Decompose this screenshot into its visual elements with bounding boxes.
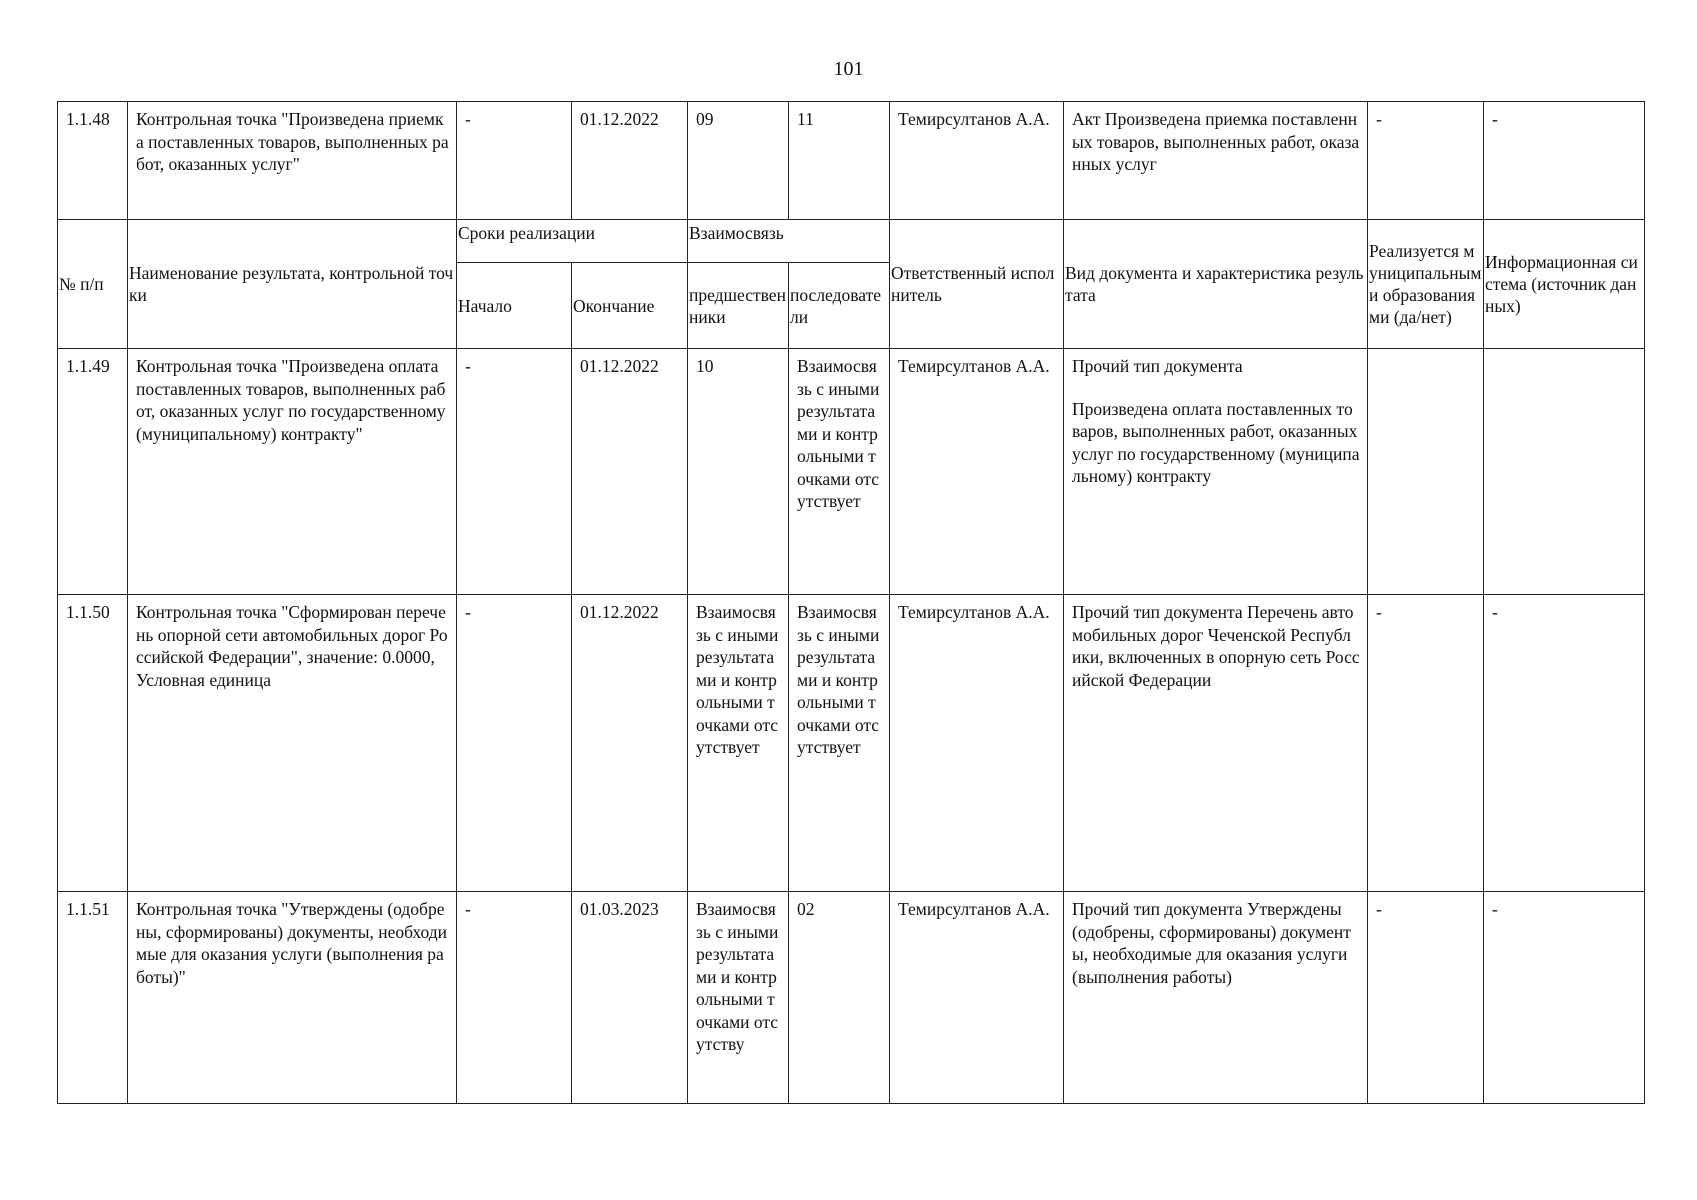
header-doc-type: Вид документа и характеристика результата (1064, 220, 1368, 349)
doc-type-text: Прочий тип документа (1072, 356, 1243, 376)
cell-doc (1064, 349, 1368, 595)
cell-num: 1.1.50 (58, 595, 128, 892)
page-number: 101 (833, 58, 864, 80)
cell-start: - (457, 102, 572, 220)
cell-name: Контрольная точка "Сформирован перечень опорной сети автомобильных дорог Российской Федерации", значение: 0.0000, Условная единица (128, 595, 457, 892)
cell-responsible: Темирсултанов А.А. (890, 102, 1064, 220)
cell-info-system: - (1484, 892, 1645, 1104)
doc-text: Произведена оплата поставленных товаров, выполненных работ, оказанных услуг по государственному (муниципальному) контракту (1072, 398, 1360, 486)
header-name: Наименование результата, контрольной точки (128, 220, 457, 349)
cell-responsible: Темирсултанов А.А. (890, 349, 1064, 595)
cell-successors: 02 (789, 892, 890, 1104)
cell-municipal (1368, 349, 1484, 595)
cell-predecessors: Взаимосвязь с иными результатами и контрольными точками отсутству (688, 892, 789, 1104)
header-responsible: Ответственный исполнитель (890, 220, 1064, 349)
cell-start: - (457, 349, 572, 595)
cell-name: Контрольная точка "Произведена оплата поставленных товаров, выполненных работ, оказанных услуг по государственному (муниципальному) контракту" (128, 349, 457, 595)
cell-successors: Взаимосвязь с иными результатами и контрольными точками отсутствует (789, 349, 890, 595)
cell-end: 01.12.2022 (572, 349, 688, 595)
table-row (58, 349, 1645, 595)
cell-start: - (457, 595, 572, 892)
cell-doc (1064, 595, 1368, 892)
cell-responsible: Темирсултанов А.А. (890, 595, 1064, 892)
cell-end: 01.12.2022 (572, 595, 688, 892)
header-terms: Сроки реализации (457, 220, 688, 263)
header-municipal: Реализуется муниципальными образованиями (да/нет) (1368, 220, 1484, 349)
header-row (58, 220, 1645, 263)
cell-doc (1064, 102, 1368, 220)
header-relation: Взаимосвязь (688, 220, 890, 263)
header-start: Начало (457, 263, 572, 349)
doc-text: Прочий тип документа Перечень автомобильных дорог Чеченской Республики, включенных в опорную сеть Российской Федерации (1072, 602, 1360, 690)
cell-num: 1.1.51 (58, 892, 128, 1104)
cell-end: 01.03.2023 (572, 892, 688, 1104)
cell-num: 1.1.48 (58, 102, 128, 220)
doc-text: Акт Произведена приемка поставленных товаров, выполненных работ, оказанных услуг (1072, 109, 1360, 174)
table-row (58, 595, 1645, 892)
cell-info-system (1484, 349, 1645, 595)
cell-info-system: - (1484, 595, 1645, 892)
results-table (57, 101, 1645, 1104)
cell-name: Контрольная точка "Утверждены (одобрены, сформированы) документы, необходимые для оказания услуги (выполнения работы)" (128, 892, 457, 1104)
cell-end: 01.12.2022 (572, 102, 688, 220)
cell-municipal: - (1368, 892, 1484, 1104)
cell-successors: 11 (789, 102, 890, 220)
table-row (58, 892, 1645, 1104)
cell-predecessors: Взаимосвязь с иными результатами и контрольными точками отсутствует (688, 595, 789, 892)
cell-info-system: - (1484, 102, 1645, 220)
table-row (58, 102, 1645, 220)
cell-start: - (457, 892, 572, 1104)
cell-predecessors: 10 (688, 349, 789, 595)
cell-successors: Взаимосвязь с иными результатами и контрольными точками отсутствует (789, 595, 890, 892)
cell-name: Контрольная точка "Произведена приемка поставленных товаров, выполненных работ, оказанных услуг" (128, 102, 457, 220)
cell-municipal: - (1368, 102, 1484, 220)
header-successors: последователи (789, 263, 890, 349)
cell-responsible: Темирсултанов А.А. (890, 892, 1064, 1104)
doc-text: Прочий тип документа Утверждены (одобрены, сформированы) документы, необходимые для оказания услуги (выполнения работы) (1072, 899, 1351, 987)
header-predecessors: предшественники (688, 263, 789, 349)
header-end: Окончание (572, 263, 688, 349)
cell-num: 1.1.49 (58, 349, 128, 595)
header-num: № п/п (58, 220, 128, 349)
cell-municipal: - (1368, 595, 1484, 892)
cell-predecessors: 09 (688, 102, 789, 220)
header-info-system: Информационная система (источник данных) (1484, 220, 1645, 349)
cell-doc (1064, 892, 1368, 1104)
